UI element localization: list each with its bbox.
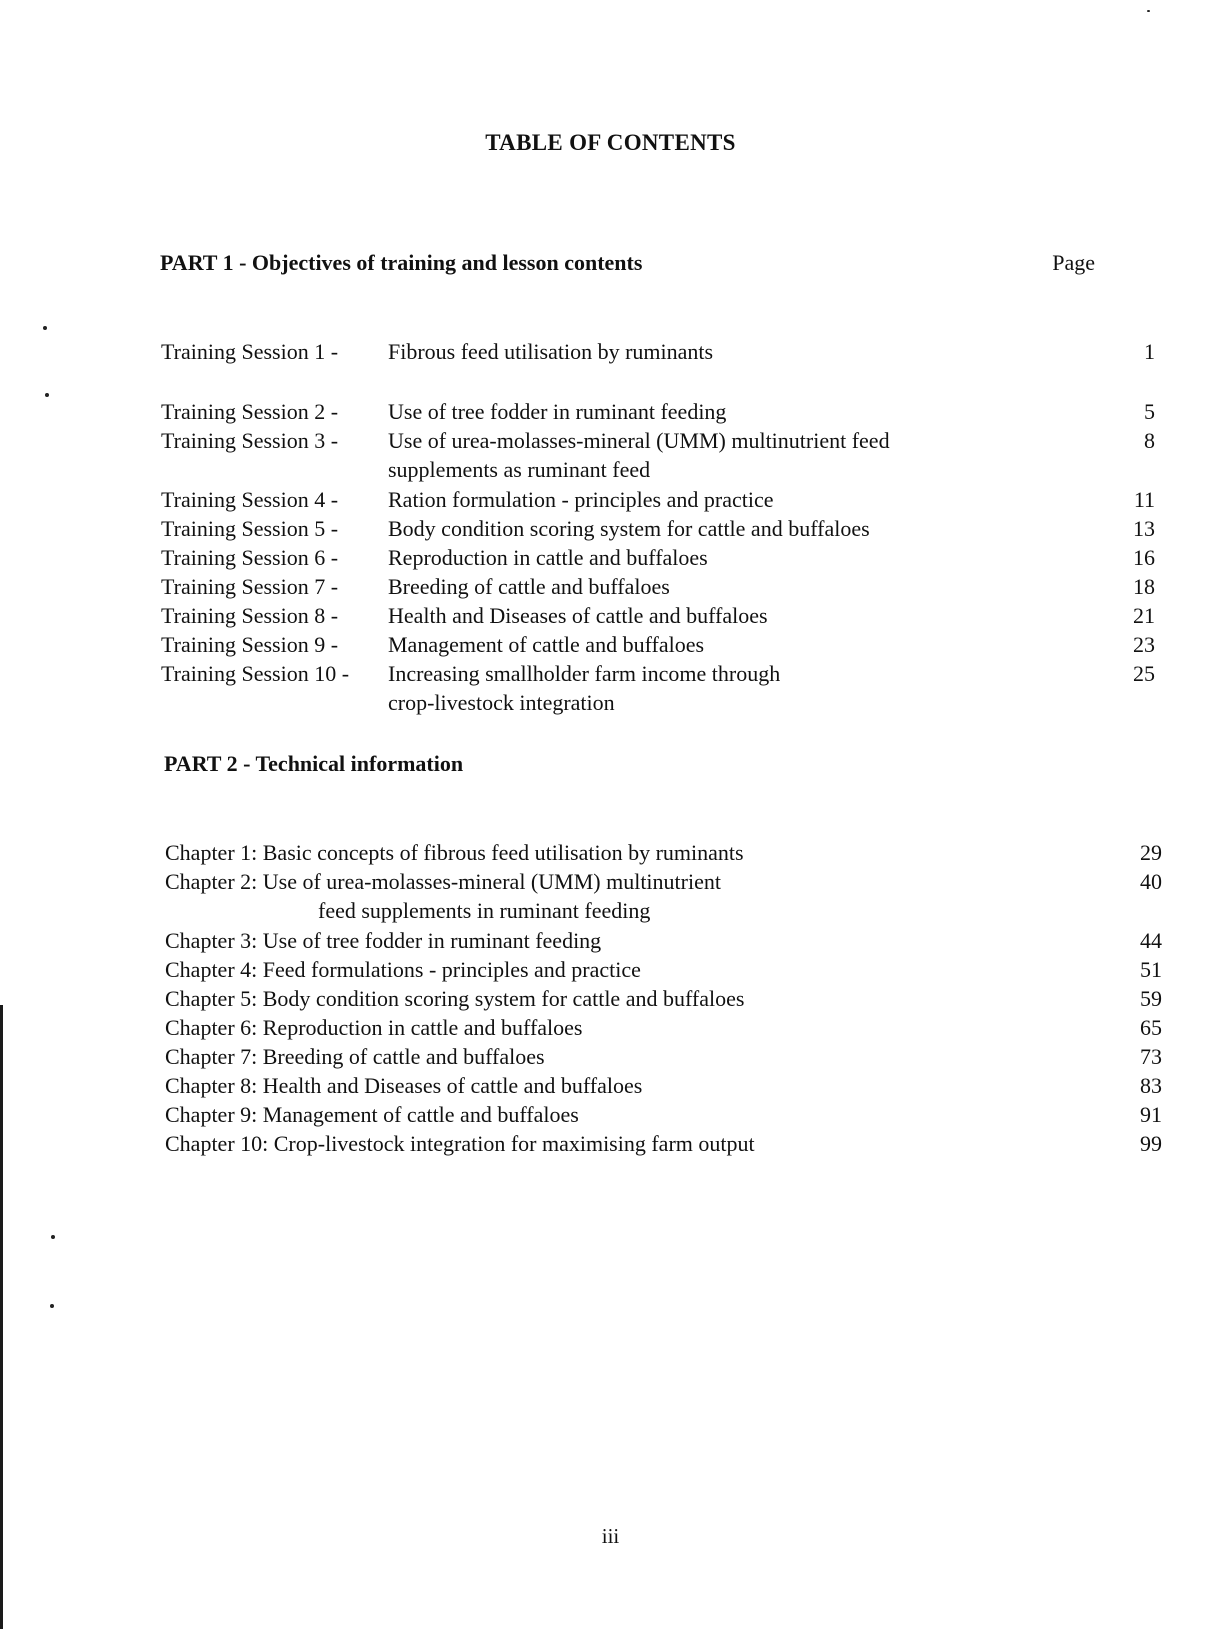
chapter-page-number: 91 <box>1140 1102 1162 1127</box>
chapter-title: Chapter 7: Breeding of cattle and buffaloes <box>165 1044 545 1069</box>
chapter-title: Chapter 9: Management of cattle and buffaloes <box>165 1102 579 1127</box>
session-label: Training Session 9 - <box>161 632 339 657</box>
chapter-title: Chapter 8: Health and Diseases of cattle and buffaloes <box>165 1073 643 1098</box>
chapter-page-number: 29 <box>1140 840 1162 865</box>
chapter-page-number: 73 <box>1140 1044 1162 1069</box>
session-page-number: 18 <box>1133 574 1155 599</box>
session-title: Reproduction in cattle and buffaloes <box>388 545 708 570</box>
session-label: Training Session 1 - <box>161 339 339 364</box>
part1-heading: PART 1 - Objectives of training and lesson contents <box>160 250 643 275</box>
chapter-title: Chapter 5: Body condition scoring system for cattle and buffaloes <box>165 986 745 1011</box>
scan-speck <box>43 326 47 330</box>
session-label: Training Session 10 - <box>161 661 350 686</box>
session-label: Training Session 7 - <box>161 574 339 599</box>
chapter-title: Chapter 4: Feed formulations - principles and practice <box>165 957 641 982</box>
session-page-number: 23 <box>1133 632 1155 657</box>
session-page-number: 25 <box>1133 661 1155 686</box>
session-title: Increasing smallholder farm income through crop-livestock integration <box>388 661 781 715</box>
chapter-page-number: 51 <box>1140 957 1162 982</box>
session-label: Training Session 8 - <box>161 603 339 628</box>
session-title: Body condition scoring system for cattle and buffaloes <box>388 516 870 541</box>
session-page-number: 8 <box>1144 428 1155 453</box>
session-label: Training Session 5 - <box>161 516 339 541</box>
session-page-number: 21 <box>1133 603 1155 628</box>
chapter-page-number: 59 <box>1140 986 1162 1011</box>
session-label: Training Session 6 - <box>161 545 339 570</box>
session-title: Breeding of cattle and buffaloes <box>388 574 670 599</box>
chapter-page-number: 65 <box>1140 1015 1162 1040</box>
session-page-number: 13 <box>1133 516 1155 541</box>
chapter-title: Chapter 1: Basic concepts of fibrous feed utilisation by ruminants <box>165 840 744 865</box>
page-column-label: Page <box>1052 250 1095 275</box>
session-title: Ration formulation - principles and practice <box>388 487 774 512</box>
session-label: Training Session 3 - <box>161 428 339 453</box>
chapter-title: Chapter 3: Use of tree fodder in ruminant feeding <box>165 928 602 953</box>
scan-speck <box>1147 10 1150 12</box>
session-label: Training Session 2 - <box>161 399 339 424</box>
chapter-title: Chapter 2: Use of urea-molasses-mineral (UMM) multinutrient feed supplements in ruminant feeding <box>165 869 721 923</box>
session-label: Training Session 4 - <box>161 487 339 512</box>
chapter-title: Chapter 10: Crop-livestock integration for maximising farm output <box>165 1131 755 1156</box>
chapter-page-number: 44 <box>1140 928 1162 953</box>
scan-edge-shadow <box>0 1005 3 1629</box>
session-page-number: 5 <box>1144 399 1155 424</box>
session-page-number: 1 <box>1144 339 1155 364</box>
footer-page-number: iii <box>601 1524 620 1548</box>
chapter-page-number: 99 <box>1140 1131 1162 1156</box>
scan-speck <box>45 393 49 397</box>
session-title: Health and Diseases of cattle and buffaloes <box>388 603 768 628</box>
scan-speck <box>51 1235 55 1239</box>
part2-heading: PART 2 - Technical information <box>164 751 464 776</box>
chapter-title: Chapter 6: Reproduction in cattle and buffaloes <box>165 1015 583 1040</box>
page-title: TABLE OF CONTENTS <box>485 130 736 155</box>
session-page-number: 11 <box>1133 487 1155 512</box>
session-title: Use of urea-molasses-mineral (UMM) multinutrient feed supplements as ruminant feed <box>388 428 890 482</box>
session-page-number: 16 <box>1133 545 1155 570</box>
scan-speck <box>50 1304 54 1308</box>
session-title: Fibrous feed utilisation by ruminants <box>388 339 714 364</box>
chapter-page-number: 83 <box>1140 1073 1162 1098</box>
session-title: Management of cattle and buffaloes <box>388 632 705 657</box>
session-title: Use of tree fodder in ruminant feeding <box>388 399 727 424</box>
chapter-page-number: 40 <box>1140 869 1162 894</box>
